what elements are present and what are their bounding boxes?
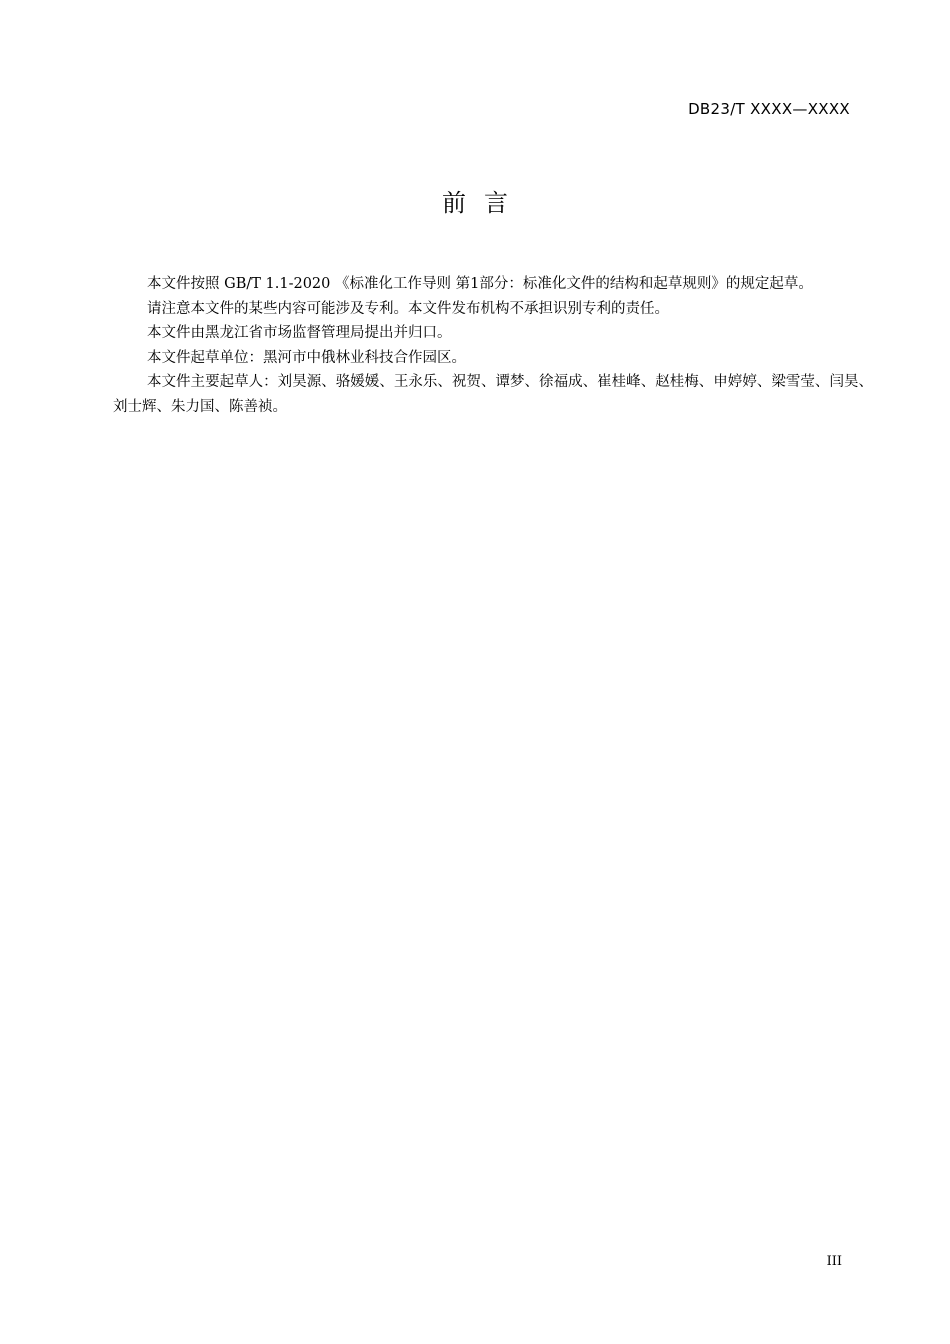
paragraph-drafting-basis: 本文件按照 GB/T 1.1-2020 《标准化工作导则 第1部分：标准化文件的结构和起草规则》的规定起草。 (147, 276, 813, 292)
page-number: III (826, 1254, 842, 1269)
paragraph-drafters: 本文件主要起草人：刘昊源、骆媛媛、王永乐、祝贺、谭梦、徐福成、崔桂峰、赵桂梅、申婷婷、梁雪莹、闫昊、刘士辉、朱力国、陈善祯。 (113, 374, 873, 415)
page-title: 前言 (442, 189, 526, 217)
foreword-body (113, 272, 873, 420)
paragraph-proposer: 本文件由黑龙江省市场监督管理局提出并归口。 (147, 325, 452, 342)
paragraph-drafting-unit: 本文件起草单位：黑河市中俄林业科技合作园区。 (147, 349, 466, 366)
paragraph-patent-notice: 请注意本文件的某些内容可能涉及专利。本文件发布机构不承担识别专利的责任。 (147, 300, 669, 317)
document-code: DB23/T XXXX—XXXX (688, 100, 850, 118)
